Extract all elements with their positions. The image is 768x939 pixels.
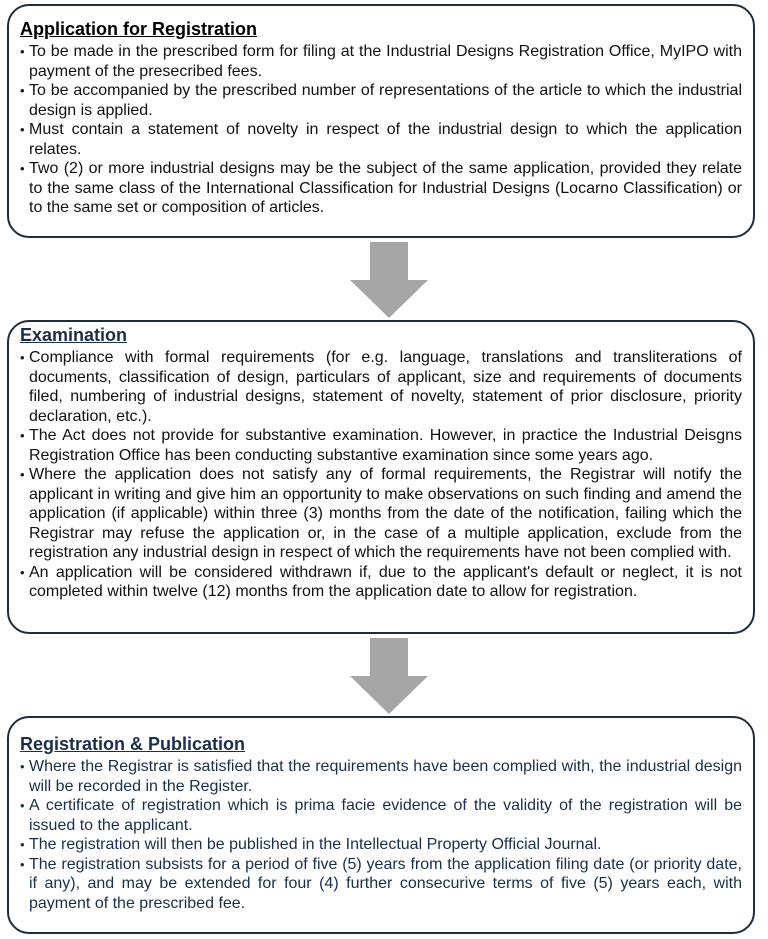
section-registration-publication	[7, 716, 755, 934]
bullet-list-examination	[20, 348, 742, 602]
list-item: • The registration subsists for a period of five (5) years from the application filing date (or priority date, if any), and may be extended for four (4) further consecurive terms of five (5) years each, with payment of the prescribed fee.	[20, 855, 742, 914]
bullet-list-application	[20, 42, 742, 218]
section-title-examination: Examination	[20, 325, 128, 345]
list-item: • To be accompanied by the prescribed number of representations of the article to which the industrial design is applied.	[20, 81, 742, 120]
list-item: • Where the Registrar is satisfied that the requirements have been complied with, the industrial design will be recorded in the Register.	[20, 757, 742, 796]
list-item: • The registration will then be published in the Intellectual Property Official Journal.	[20, 835, 742, 855]
list-item: • The Act does not provide for substantive examination. However, in practice the Industrial Deisgns Registration Office has been conducting substantive examination since some years ago.	[20, 426, 742, 465]
section-examination	[7, 320, 755, 634]
list-item: • To be made in the prescribed form for filing at the Industrial Designs Registration Office, MyIPO with payment of the presecribed fees.	[20, 42, 742, 81]
list-item: • A certificate of registration which is prima facie evidence of the validity of the registration will be issued to the applicant.	[20, 796, 742, 835]
section-title-application: Application for Registration	[20, 19, 258, 39]
down-arrow-icon	[350, 638, 428, 714]
down-arrow-icon	[350, 242, 428, 318]
section-title-registration: Registration & Publication	[20, 734, 246, 754]
list-item: • Must contain a statement of novelty in respect of the industrial design to which the application relates.	[20, 120, 742, 159]
list-item: • Two (2) or more industrial designs may be the subject of the same application, provided they relate to the same class of the International Classification for Industrial Designs (Locarno Classification) or to the same set or composition of articles.	[20, 159, 742, 218]
bullet-list-registration	[20, 757, 742, 913]
list-item: • Compliance with formal requirements (for e.g. language, translations and transliterations of documents, classification of design, particulars of applicant, size and requirements of documents filed, numbering of industrial designs, statement of novelty, statement of prior disclosure, priority declaration, etc.).	[20, 348, 742, 426]
list-item: • Where the application does not satisfy any of formal requirements, the Registrar will notify the applicant in writing and give him an opportunity to make observations on such finding and amend the application (if applicable) within three (3) months from the date of the notification, failing which the Registrar may refuse the application or, in the case of a multiple application, exclude from the registration any industrial design in respect of which the requirements have not been complied with.	[20, 465, 742, 563]
list-item: • An application will be considered withdrawn if, due to the applicant's default or neglect, it is not completed within twelve (12) months from the application date to allow for registration.	[20, 563, 742, 602]
section-application-for-registration	[7, 4, 755, 238]
